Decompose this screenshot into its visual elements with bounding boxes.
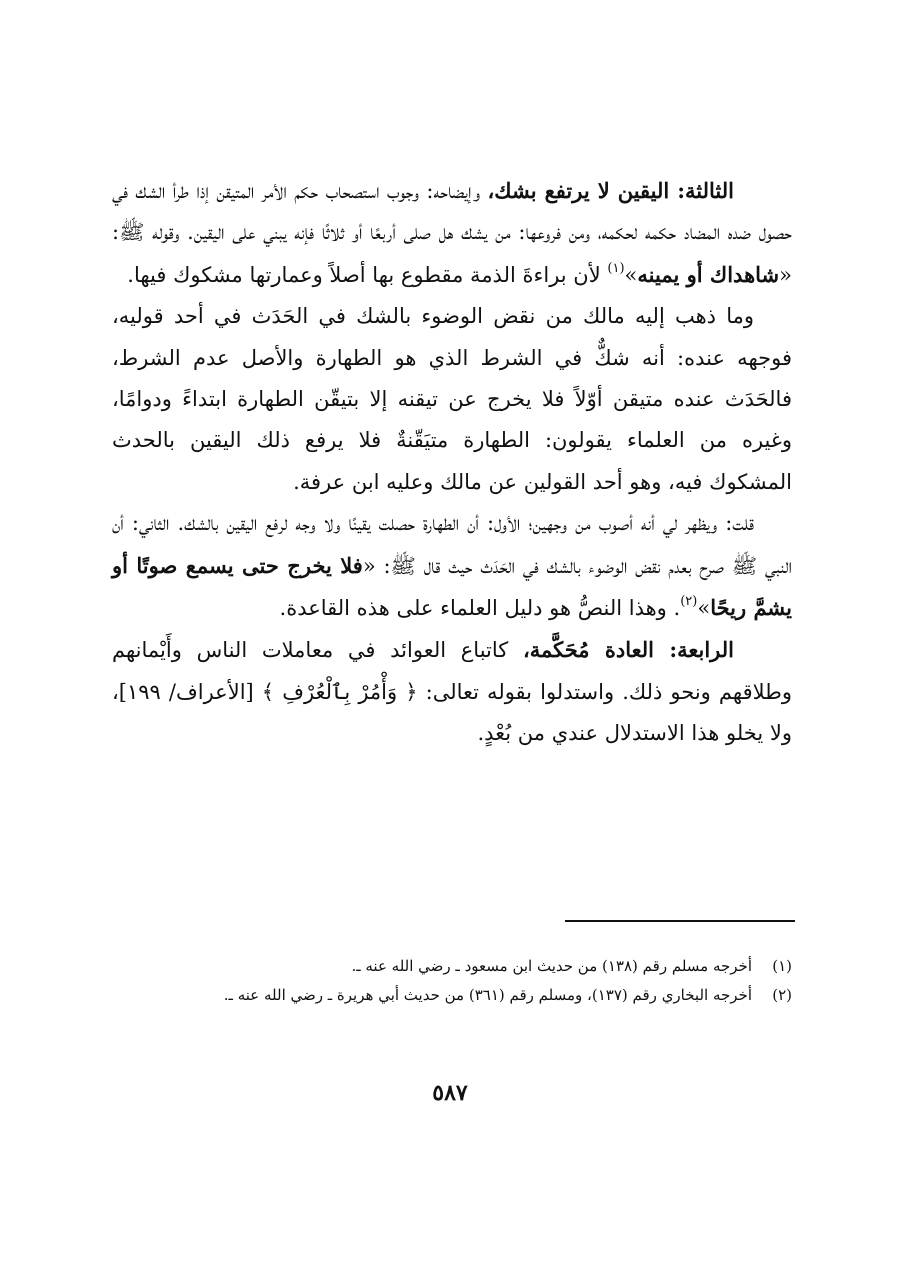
rule-three-text: وإيضاحه: وجوب استصحاب حكم الأمر المتيقن إذا طرأ الشك في حصول ضده المضاد حكمه لحكمه، ومن فروعها: من يشك هل صلى أربعًا أو ثلاثًا فإنه يبني على اليقين. وقوله ﷺ: « (112, 179, 792, 287)
rule-four-text: كاتباع العوائد في معاملات الناس وأَيْمانهم وطلاقهم ونحو ذلك. واستدلوا بقوله تعالى: ﴿ وَأْمُرْ بِٱلْعُرْفِ ﴾ [الأعراف/ ١٩٩]، ولا يخلو هذا الاستدلال عندي من بُعْدٍ. (112, 638, 792, 746)
hadith-quote-1: شاهداك أو يمينه (637, 261, 780, 287)
footnote-divider (565, 920, 795, 922)
footnote-ref-2: (٢) (680, 594, 698, 610)
footnote-2 (112, 981, 792, 1010)
footnotes (112, 952, 792, 1010)
qultu-tail: . وهذا النصُّ هو دليل العلماء على هذه القاعدة. (279, 596, 681, 621)
body-text (112, 170, 792, 755)
malik-text: وما ذهب إليه مالك من نقض الوضوء بالشك في الحَدَث في أحد قوليه، فوجهه عنده: أنه شكٌّ في الشرط الذي هو الطهارة والأصل عدم الشرط، فالحَدَث عنده متيقن أوّلاً فلا يخرج عن تيقنه إلا بتيقّن الطهارة ابتداءً ودوامًا، وغيره من العلماء يقولون: الطهارة متيَقّنةٌ فلا يرفع ذلك اليقين بالحدث المشكوك فيه، وهو أحد القولين عن مالك وعليه ابن عرفة. (112, 304, 792, 494)
hadith-quote-2: فلا يخرج حتى يسمع صوتًا أو يشمَّ ريحًا (112, 552, 792, 621)
main-text-block (112, 170, 792, 755)
paragraph-malik (112, 296, 792, 503)
quote-close-1: » (624, 262, 638, 287)
footnote-text: أخرجه البخاري رقم (١٣٧)، ومسلم رقم (٣٦١) من حديث أبي هريرة ـ رضي الله عنه ـ. (223, 986, 752, 1004)
rule-three-tail: لأن براءةَ الذمة مقطوع بها أصلاً وعمارتها مشكوك فيها. (127, 262, 608, 287)
footnote-text: أخرجه مسلم رقم (١٣٨) من حديث ابن مسعود ـ رضي الله عنه ـ. (351, 957, 752, 975)
footnote-1 (112, 952, 792, 981)
footnote-number: (١) (772, 957, 792, 975)
quote-close-2: » (697, 596, 711, 621)
qultu-text: قلت: ويظهر لي أنه أصوب من وجهين؛ الأول: أن الطهارة حصلت يقينًا ولا وجه لرفع اليقين بالشك. الثاني: أن النبي ﷺ صرح بعدم نقض الوضوء بالشك في الحَدَث حيث قال ﷺ: « (112, 511, 792, 578)
paragraph-rule-three (112, 170, 792, 296)
rule-four-heading: الرابعة: العادة مُحَكَّمة، (522, 637, 734, 663)
rule-three-heading: الثالثة: اليقين لا يرتفع بشك، (487, 178, 734, 203)
footnote-ref-1: (١) (607, 260, 625, 276)
paragraph-qultu (112, 503, 792, 629)
paragraph-rule-four (112, 629, 792, 754)
footnote-number: (٢) (772, 986, 792, 1004)
page-number: ٥٨٧ (432, 1080, 468, 1106)
